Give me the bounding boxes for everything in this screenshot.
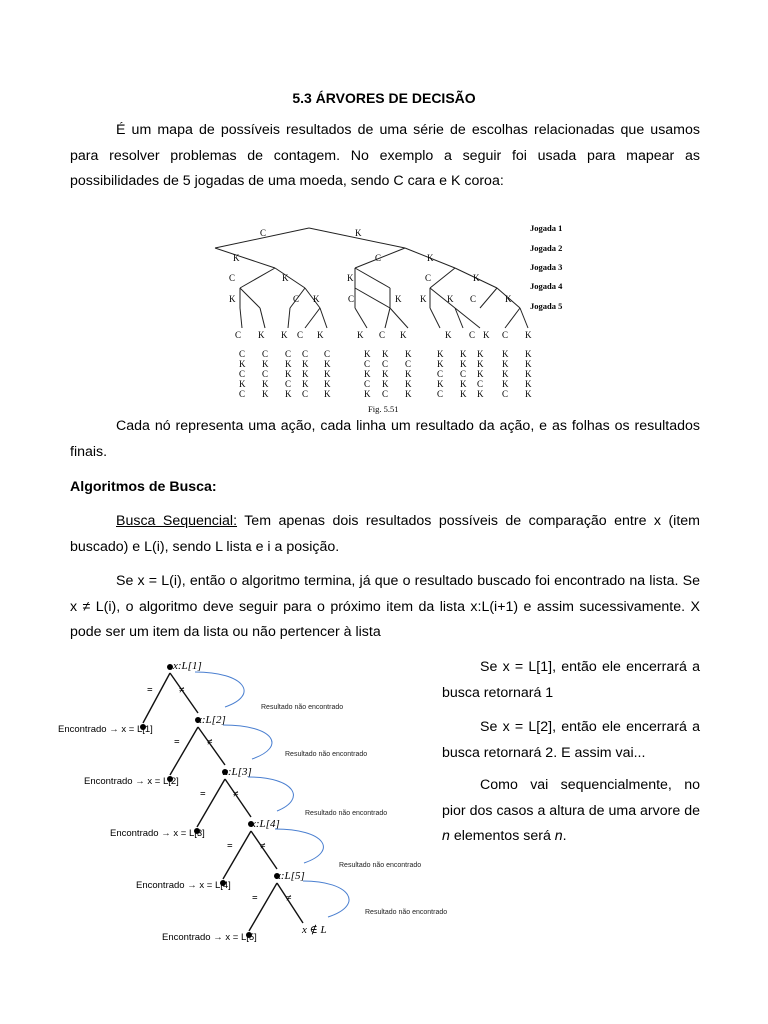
leaf-letter: C: [302, 389, 309, 399]
branch-label: K: [357, 330, 364, 340]
leaf-letter: K: [477, 389, 484, 399]
leaf-letter: C: [437, 369, 444, 379]
level-label: Jogada 4: [530, 281, 563, 291]
leaf-letter: K: [437, 379, 444, 389]
leaf-letter: K: [525, 379, 532, 389]
loop-arrow: [223, 725, 272, 759]
coin-decision-tree-figure: [205, 218, 575, 418]
branch-label: K: [317, 330, 324, 340]
leaf-letter: K: [437, 359, 444, 369]
branch-label: K: [347, 273, 354, 283]
branch-label: C: [502, 330, 509, 340]
leaf-letter: C: [285, 379, 292, 389]
leaf-letter: K: [239, 379, 246, 389]
leaf-letter: K: [262, 359, 269, 369]
leaf-letter: C: [262, 369, 269, 379]
neq-sign: ≠: [207, 737, 213, 748]
branch-label: K: [313, 294, 320, 304]
leaf-letter: C: [460, 369, 467, 379]
branch-label: K: [473, 273, 480, 283]
side3-n-2: n: [554, 828, 563, 844]
loop-arrow: [303, 881, 349, 917]
leaf-letter: C: [405, 359, 412, 369]
branch-label: C: [297, 330, 304, 340]
leaf-letter: K: [405, 389, 412, 399]
level-label: Jogada 2: [530, 243, 563, 253]
leaf-letter: C: [382, 389, 389, 399]
level-label: Jogada 3: [530, 262, 563, 272]
loop-arrow: [275, 829, 323, 863]
leaf-letter: C: [285, 349, 292, 359]
not-found-label: Resultado não encontrado: [365, 909, 448, 916]
branch-label: C: [470, 294, 477, 304]
leaf-letter: K: [262, 389, 269, 399]
leaf-letter: C: [239, 369, 246, 379]
loop-arrow: [248, 777, 293, 811]
leaf-letter: K: [525, 369, 532, 379]
not-in-list-label: x ∉ L: [302, 924, 327, 936]
not-found-label: Resultado não encontrado: [261, 704, 344, 711]
not-found-label: Resultado não encontrado: [339, 862, 422, 869]
leaf-letter: K: [324, 379, 331, 389]
sequential-search-tree-figure: [55, 655, 455, 950]
leaf-letter: C: [502, 389, 509, 399]
leaf-letter: K: [437, 349, 444, 359]
branch-label: K: [400, 330, 407, 340]
leaf-letter: C: [239, 389, 246, 399]
leaf-letter: K: [324, 369, 331, 379]
eq-sign: =: [227, 841, 233, 852]
tree-branches: [215, 228, 528, 328]
section-title: 5.3 ÁRVORES DE DECISÃO: [292, 90, 476, 106]
leaf-letter: K: [477, 369, 484, 379]
branch-label: C: [229, 273, 236, 283]
leaf-letter: C: [477, 379, 484, 389]
branch-label: C: [425, 273, 432, 283]
leaf-letter: K: [460, 379, 467, 389]
branch-label: K: [282, 273, 289, 283]
found-label: Encontrado → x = L[5]: [162, 932, 257, 943]
eq-sign: =: [174, 737, 180, 748]
paragraph-algorithm: Se x = L(i), então o algoritmo termina, já que o resultado buscado foi encontrado na lista. Se x ≠ L(i), o algoritmo deve seguir para o próximo item da lista x:L(i+1) e assim sucessivamente. X pode ser um item da lista ou não pertencer à lista: [70, 573, 700, 640]
paragraph-nodes: Cada nó representa uma ação, cada linha um resultado da ação, e as folhas os resultados finais.: [70, 418, 700, 460]
branch-label: K: [229, 294, 236, 304]
paragraph-sequential-search: [70, 509, 700, 560]
leaf-letter: K: [382, 369, 389, 379]
leaf-letter: C: [437, 389, 444, 399]
leaf-letter: K: [405, 379, 412, 389]
level-label: Jogada 5: [530, 301, 563, 311]
eq-sign: =: [147, 685, 153, 696]
found-label: Encontrado → x = L[3]: [110, 828, 205, 839]
side-paragraph-1: Se x = L[1], então ele encerrará a busca retornará 1: [442, 659, 700, 701]
neq-sign: ≠: [233, 789, 239, 800]
node-label: x:L[3]: [223, 766, 252, 778]
leaf-letter: K: [405, 369, 412, 379]
branch-label: K: [420, 294, 427, 304]
found-label: Encontrado → x = L[1]: [58, 724, 153, 735]
side-paragraph-2: Se x = L[2], então ele encerrará a busca retornará 2. E assim vai...: [442, 719, 700, 761]
branch-label: K: [281, 330, 288, 340]
leaf-letter: C: [382, 359, 389, 369]
level-label: Jogada 1: [530, 223, 563, 233]
not-found-label: Resultado não encontrado: [285, 751, 368, 758]
leaf-letter: K: [460, 349, 467, 359]
branch-label: K: [395, 294, 402, 304]
leaf-letter: K: [525, 349, 532, 359]
heading-search-algorithms: Algoritmos de Busca:: [70, 479, 217, 495]
branch-label: C: [375, 253, 382, 263]
loop-arrow: [195, 672, 244, 707]
root-right-label: K: [355, 228, 362, 238]
leaf-letter: K: [364, 389, 371, 399]
branch-label: C: [293, 294, 300, 304]
branch-label: C: [379, 330, 386, 340]
not-found-label: Resultado não encontrado: [305, 810, 388, 817]
leaf-letter: K: [502, 349, 509, 359]
leaf-letter: K: [382, 349, 389, 359]
leaf-letter: K: [502, 359, 509, 369]
branch-label: C: [348, 294, 355, 304]
leaf-letter: K: [460, 359, 467, 369]
leaf-letter: C: [262, 349, 269, 359]
leaf-letter: K: [382, 379, 389, 389]
branch-label: C: [235, 330, 242, 340]
branch-label: K: [525, 330, 532, 340]
leaf-letter: C: [239, 349, 246, 359]
leaf-letter: K: [324, 389, 331, 399]
root-left-label: C: [260, 228, 267, 238]
leaf-letter: K: [285, 359, 292, 369]
leaf-letter: C: [364, 359, 371, 369]
side3-n-1: n: [442, 828, 450, 844]
leaf-letter: K: [460, 389, 467, 399]
branch-label: K: [483, 330, 490, 340]
side3-text-b: elementos será: [449, 828, 555, 844]
found-label: Encontrado → x = L[4]: [136, 880, 231, 891]
branch-label: K: [427, 253, 434, 263]
side-paragraph-3: [442, 773, 700, 850]
leaf-letter: K: [477, 349, 484, 359]
leaf-letter: K: [302, 379, 309, 389]
sequential-search-label: Busca Sequencial:: [116, 513, 238, 529]
eq-sign: =: [252, 893, 258, 904]
intro-paragraph: É um mapa de possíveis resultados de uma série de escolhas relacionadas que usamos para resolver problemas de contagem. No exemplo a seguir foi usada para mapear as possibilidades de 5 jogadas de uma moeda, sendo C cara e K coroa:: [70, 122, 700, 189]
leaf-letter: K: [285, 369, 292, 379]
leaf-letter: K: [525, 389, 532, 399]
branch-label: K: [258, 330, 265, 340]
node-label: x:L[1]: [173, 660, 202, 672]
leaf-letter: C: [364, 379, 371, 389]
leaf-sequences: [239, 349, 532, 399]
node-label: x:L[2]: [197, 714, 226, 726]
branch-label: K: [447, 294, 454, 304]
leaf-letter: K: [364, 349, 371, 359]
node-label: x:L[4]: [251, 818, 280, 830]
branch-label: K: [505, 294, 512, 304]
leaf-letter: K: [239, 359, 246, 369]
eq-sign: =: [200, 789, 206, 800]
leaf-letter: K: [502, 379, 509, 389]
neq-sign: ≠: [179, 685, 185, 696]
figure-caption: Fig. 5.51: [368, 404, 399, 414]
branch-label: K: [445, 330, 452, 340]
side3-text-c: .: [562, 828, 567, 844]
leaf-letter: C: [324, 349, 331, 359]
leaf-letter: C: [302, 349, 309, 359]
leaf-letter: K: [477, 359, 484, 369]
leaf-letter: K: [525, 359, 532, 369]
side3-text-a: Como vai sequencialmente, no pior dos casos a altura de uma arvore de: [442, 777, 700, 819]
leaf-letter: K: [262, 379, 269, 389]
neq-sign: ≠: [260, 841, 266, 852]
leaf-letter: K: [364, 369, 371, 379]
branch-label: K: [233, 253, 240, 263]
neq-sign: ≠: [286, 893, 292, 904]
leaf-letter: K: [285, 389, 292, 399]
leaf-letter: K: [502, 369, 509, 379]
leaf-letter: K: [405, 349, 412, 359]
node-label: x:L[5]: [276, 870, 305, 882]
found-label: Encontrado → x = L[2]: [84, 776, 179, 787]
sequential-search-text: Tem apenas dois resultados possíveis de comparação entre x (item buscado) e L(i), sendo L lista e i a posição.: [70, 513, 700, 555]
leaf-letter: K: [302, 359, 309, 369]
leaf-letter: K: [324, 359, 331, 369]
leaf-letter: K: [302, 369, 309, 379]
branch-label: C: [469, 330, 476, 340]
